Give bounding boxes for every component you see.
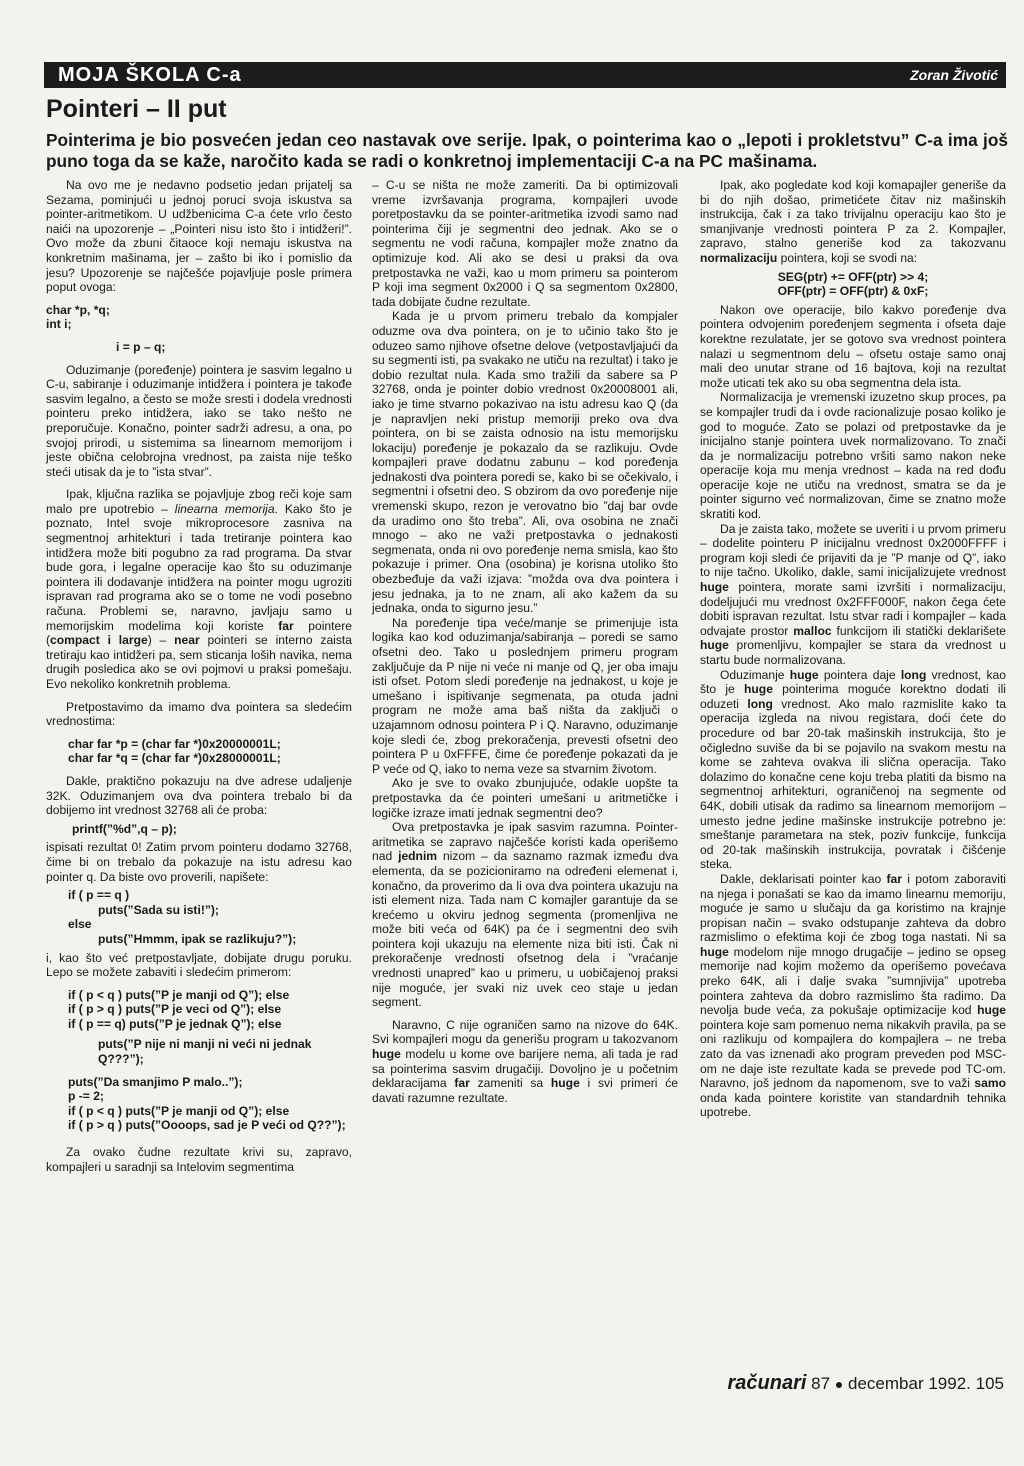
code-block: char *p, *q; int i;	[46, 302, 110, 332]
paragraph: Naravno, C nije ograničen samo na nizove do 64K. Svi kompajleri mogu da generišu program u takozvanom huge modelu u kome ove barijere nema, ali tada je rad sa pointerima sasvim drugačiji. Dovoljno je u početnim deklaracijama far zameniti sa huge i svi primeri će davati razumne rezultate.	[372, 1017, 678, 1105]
column-3	[700, 178, 1006, 1120]
article-title: Pointeri – II put	[46, 95, 227, 123]
paragraph: Ipak, ako pogledate kod koji komapajler generiše da bi do njih došao, primetićete čitav niz mašinskih instrukcija, čak i za tako trivijalnu operaciju kao što je smanjivanje vrednosti pointera P za 2. Kompajler, zapravo, stalno generiše kod za takozvanu normalizaciju pointera, koji se svodi na:	[700, 178, 1006, 265]
paragraph: Oduzimanje (poređenje) pointera je sasvim legalno u C-u, sabiranje i oduzimanje intidžera i pointera je takođe sasvim legalno, a često se može sresti i dodela vrednosti pointeru preko intidžera, iako se tako nešto ne preporučuje. Konačno, pointer sadrži adresu, a ona, po svojoj prirodi, u sistemima sa linearnom memorijom i jeste obična celobrojna vrednost, pa zaista nije teško steći utisak da je to ”ista stvar”.	[46, 362, 352, 479]
equation-line: OFF(ptr) = OFF(ptr) & 0xF;	[777, 284, 929, 299]
code-block: char far *p = (char far *)0x20000001L; char far *q = (char far *)0x28000001L;	[68, 736, 281, 766]
code-block: if ( p < q ) puts(”P je manji od Q”); else if ( p > q ) puts(”P je veci od Q”); else if ( p == q) puts(”P je jednak Q”); else	[68, 987, 290, 1031]
paragraph: Na poređenje tipa veće/manje se primenjuje ista logika kao kod oduzimanja/sabiranja – poredi se samo ofsetni deo. Tako u poslednjem primeru program zaključuje da P nije ni veće ni manje od Q, jer oba imaju isti ofset. Potom sledi poređenje na jednakost, u koje je umešano i ispitivanje segmenata, pa otuda jadni program ne može ama baš ništa da zaključi o uzajamnom odnosu pointera P i Q. Naravno, oduzimanje koje sledi će, zbog prekoračenja, prevesti ofsetni deo pointera P u 0xFFFE, čime će poređenje pokazati da je P veće od Q, iako to nema veze sa stvarnim životom.	[372, 615, 678, 776]
paragraph: – C-u se ništa ne može zameriti. Da bi optimizovali vreme izvršavanja programa, kompajleri uvode poretpostavku da se pointer-aritmetika izvodi samo nad pointerima čiji je segmentni deo jednak. Ako se o segmentu ne vodi računa, kompajler može znatno da optimizuje kod. Ali ako se desi u praksi da ova pretpostavka ne važi, kao u mom primeru sa pointerom P koji ima segment 0x2000 i Q sa segmentom 0x2800, tada dobijate čudne rezultate.	[372, 178, 678, 309]
section-header-bar	[44, 62, 1006, 88]
code-block: i = p – q;	[116, 339, 166, 354]
paragraph: Oduzimanje huge pointera daje long vrednost, kao što je huge pointerima moguće korektno dodati ili oduzeti long vrednost. Ako malo razmislite kako ta operacija izgleda na nivou registara, doći ćete do procedure od bar 20-tak mašinskih instrukcija, što je očigledno suviše da bi se pojavilo na svakom mestu na kome se zahteva ovakva ili slična operacija. Tako dolazimo do konačne cene koju treba platiti da bismo na segmentnoj arhitekturi, ograničenoj na segmente od 64K, dobili utisak da radimo sa linearnom memorijom – umesto jedne jedine mašinske instrukcije potrebno je: smeštanje parametara na stek, poziv funkcije, funkcija od 20-tak mašinskih instrukcija, povratak i čišćenje steka.	[700, 667, 1006, 872]
equation	[700, 270, 1006, 299]
article-lead: Pointerima je bio posvećen jedan ceo nastavak ove serije. Ipak, o pointerima kao o „lepoti i prokletstvu” C-a ima još puno toga da se kaže, naročito kada se radi o konkretnoj implementaciji C-a na PC mašinama.	[46, 130, 1008, 171]
paragraph: Ako je sve to ovako zbunjujuće, odakle uopšte ta pretpostavka da će pointeri umešani u aritmetičke i logičke izraze imati jednak segmentni deo?	[372, 776, 678, 820]
page-footer	[727, 1372, 1004, 1395]
code-block: puts(”Da smanjimo P malo..”); p -= 2; if ( p < q ) puts(”P je manji od Q”); else if ( p > q ) puts(”Oooops, sad je P veći od Q??”);	[68, 1074, 346, 1133]
code-block: printf(”%d”,q – p);	[72, 821, 177, 836]
paragraph: Kada je u prvom primeru trebalo da kompjaler oduzme ova dva pointera, on je to učinio tako što je oduzeo samo njihove ofsetne delove (vetpostavljajući da su segmenti isti, pa svakako ne utiču na rezultat) i tako je dobio rezultat nula. Kada smo tražili da sabere sa P 32768, onda je pointer dobio vrednost 0x20008001 ali, iako je time stvarno pokazivao na istu adresu kao Q (da je napravljen neki pristup memoriji preko ova dva pointera, on bi se zaista odnosio na istu memorijsku lokaciju) poređenje je pokazalo da se razlikuju. Ovde kompajleri prave dodatnu zabunu – kod poređenja jednakosti dva pointera poredi se, kako bi se očekivalo, i segmentni i ofsetni deo. S obzirom da ovo poređenje nije vremenski skupo, rezon je verovatno bio ”daj bar ovde da uradimo ono što treba”. Ali, ova osobina ne znači mnogo – ako ne važi pretpostavka o jednakosti segmenata, onda ni ovo poređenje nema smisla, kao što pokazuje i primer. Ona (osobina) je korisna utoliko što obezbeđuje da važi izjava: ”možda ova dva pointera i jesu jednaka, ja to ne znam, ali ako kažem da su jednaka, onda to sigurno jesu.”	[372, 309, 678, 616]
paragraph: Pretpostavimo da imamo dva pointera sa sledećim vrednostima:	[46, 699, 352, 729]
bullet-separator: ●	[834, 1376, 844, 1392]
issue-date: decembar 1992.	[848, 1374, 971, 1393]
paragraph: i, kao što već pretpostavljate, dobijate drugu poruku. Lepo se možete zabaviti i sledećim primerom:	[46, 950, 352, 980]
paragraph: Normalizacija je vremenski izuzetno skup proces, pa se kompajler trudi da i ovde racionalizuje posao koliko je god to moguće. Zato se polazi od pretpostavke da je inicijalno stanje pointera uvek normalizovano. To znači da je normalizaciju potrebno vršiti samo nakon neke operacije koja mu menja vrednost – kada na red dođu operacije koje ne utiču na vrednost, smatra se da je pointer sigurno već normalizovan, čime se znatno može skratiti kod.	[700, 390, 1006, 522]
paragraph: Na ovo me je nedavno podsetio jedan prijatelj sa Sezama, pominjući u jednoj poruci svoja iskustva sa pointer-aritmetikom. U udžbenicima C-a ćete vrlo često naići na upozorenje – „Pointeri nisu isto što i intidžeri!”. Ovo može da zbuni čitaoce koji nemaju iskustva na konkretnim mašinama, jer – zašto bi iko i pomislio da jesu? Upozorenje se najčešće pojavljuje posle primera poput ovoga:	[46, 178, 352, 295]
code-line: puts(”P nije ni manji ni veći ni jednak Q???”);	[98, 1037, 312, 1067]
paragraph: ispisati rezultat 0! Zatim prvom pointeru dodamo 32768, čime bi on trebalo da pokazuje na istu adresu kao pointer q. Da biste ovo proverili, napišete:	[46, 840, 352, 884]
paragraph: Ova pretpostavka je ipak sasvim razumna. Pointer-aritmetika se zapravo najčešće koristi kada operišemo nad jednim nizom – da saznamo razmak između dva elementa, da se pozicioniramo na određeni elemenat i, konačno, da proverimo da li ova dva pointera ukazuju na isti element niza. Tada nam C komajler garantuje da se krećemo u okviru jednog segmenta (promenljiva ne može biti veća od 64K) pa će i segmentni deo svih pointera koji ukazuju na elemente niza biti isti. Čak ni prekoračenje vrednosti ofsetnog dela i ”vraćanje vrednosti unapred” kao u primeru, u uobičajenoj praksi nije moguće, jer svaki niz uvek ceo staje u jedan segment.	[372, 820, 678, 1010]
equation-line: SEG(ptr) += OFF(ptr) >> 4;	[777, 269, 929, 284]
code-line: else	[68, 917, 92, 932]
paragraph: Ipak, ključna razlika se pojavljuje zbog reči koje sam malo pre upotrebio – linearna memorija. Kako što je poznato, Intel svoje mikroprocesore zasniva na segmentnoj arhitekturi i tada tretiranje pointera kao intidžera može biti pogubno za rad programa. Da stvar bude gora, i legalne operacije kao što su oduzimanje pointera ili dodavanje intidžera na pointer mogu ugroziti ispravan rad programa ako se o tome ne vodi posebno računa. Problemi se, naravno, javljaju samo u memorijskim modelima koji koriste far pointere (compact i large) – near pointeri se interno zaista tretiraju kao intidžeri pa, sem sticanja loših navika, nema drugih posledica ako se ovi pojmovi u praksi pomešaju. Evo nekoliko konkretnih problema.	[46, 487, 352, 691]
section-title: MOJA ŠKOLA C-a	[58, 64, 242, 86]
paragraph: Dakle, deklarisati pointer kao far i potom zaboraviti na njega i ponašati se kao da imamo linearnu memoriju, moguće je samo u slučaju da ga koristimo na krajnje propisan način – svako odstupanje zahteva da dobro razmislimo o efektima koji će zbog toga nastati. Ni sa huge modelom nije mnogo drugačije – jedino se opseg memorije nad kojim možemo da operišemo povećava preko 64K, ali i dalje svaka ”sumnjivija” upotreba pointera zahteva da dobro razmislimo šta radimo. Da nevolja bude veća, za pokušaje optimizacije kod huge pointera koje sam pomenuo nema nikakvih pravila, pa se oni razlikuju od kompajlera do kompajlera – ne treba zato da vas iznenadi ako program preveden pod MSC-om ne daje iste rezultate kada se prevede pod TC-om. Naravno, još jednom da napomenom, sve to važi samo onda kada pointere koristite van standardnih tehnika upotrebe.	[700, 871, 1006, 1120]
paragraph: Za ovako čudne rezultate krivi su, zapravo, kompajleri u saradnji sa Intelovim segmentima	[46, 1145, 352, 1174]
issue-number: 87	[811, 1374, 831, 1393]
code-line: puts(”Sada su isti!”);	[98, 902, 219, 917]
paragraph: Nakon ove operacije, bilo kakvo poređenje dva pointera odvojenim poređenjem segmenta i ofseta daje korektne rezulatate, jer se gotovo sva vrednost pointera nalazi u segmentnom delu – ofsetu ostaje samo onaj mali deo unutar strane od 16 bajtova, koji na rezultat može uticati tek ako su oba segmentna dela ista.	[700, 302, 1006, 390]
magazine-name: računari	[727, 1372, 807, 1394]
code-line: puts(”Hmmm, ipak se razlikuju?”);	[98, 931, 297, 946]
column-2	[372, 178, 678, 1105]
paragraph: Da je zaista tako, možete se uveriti i u prvom primeru – dodelite pointeru P inicijalnu vrednost 0x2000FFFF i program koji sledi će prijaviti da je ”P manje od Q”, iako to nije tačno. Ukoliko, dakle, sami inicijalizujete vrednost huge pointera, morate sami izvršiti i normalizaciju, dodeljujući mu vrednost 0x2FFF000F, nakon čega ćete dobiti ispravan rezultat. Istu stvar radi i kompajler – kada odvajate prostor malloc funkcijom ili statički deklarišete huge promenljivu, kompajler se stara da vrednost u startu bude normalizovana.	[700, 521, 1006, 667]
author-name: Zoran Životić	[910, 67, 998, 83]
page-number: 105	[975, 1374, 1004, 1393]
code-line: if ( p == q )	[68, 888, 130, 903]
column-1	[46, 178, 352, 1174]
paragraph: Dakle, praktično pokazuju na dve adrese udaljenje 32K. Oduzimanjem ova dva pointera trebalo bi da dobijemo int vrednost 32768 ali će proba:	[46, 773, 352, 818]
